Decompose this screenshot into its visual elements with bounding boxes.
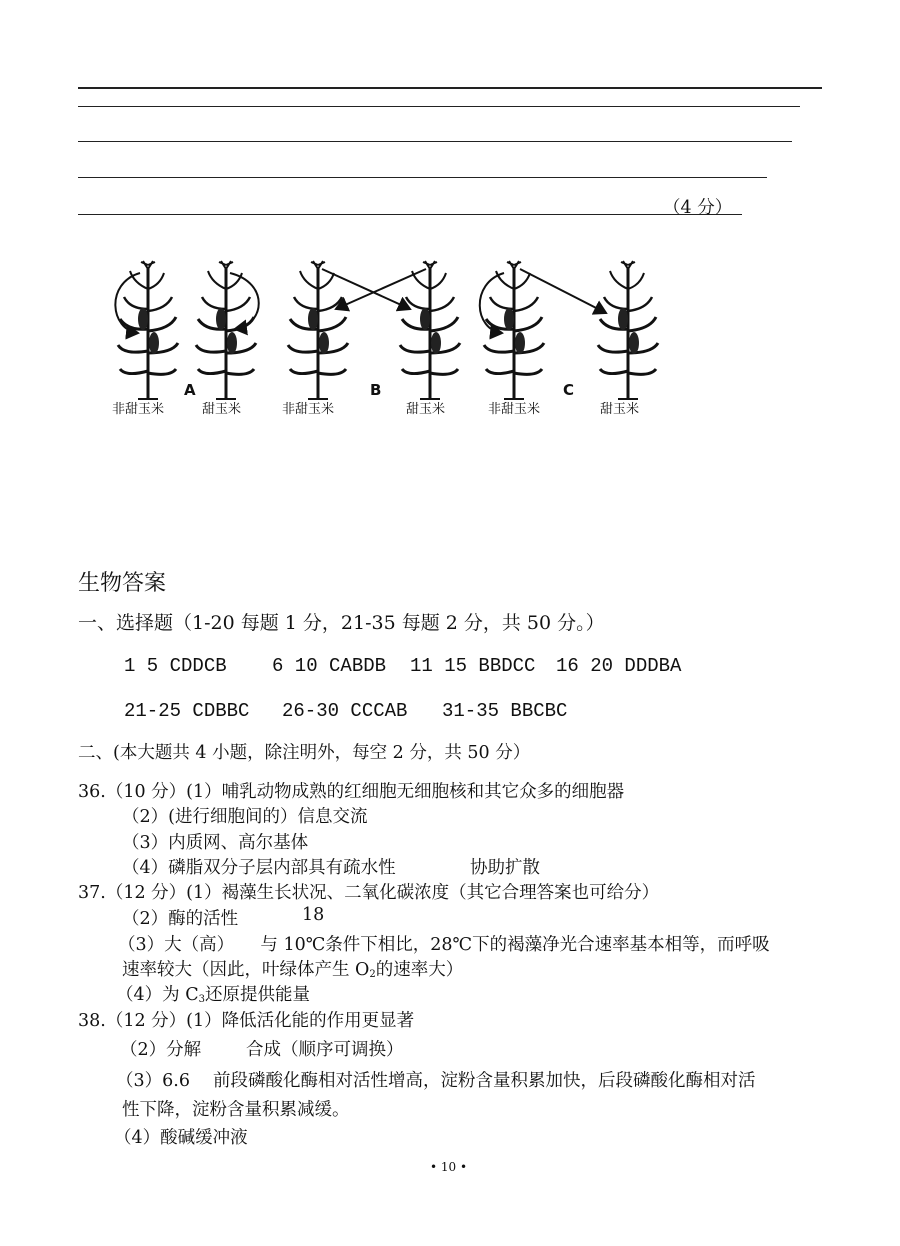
mc-answers-1-5: 1 5 CDDCB bbox=[124, 655, 227, 677]
group-label-a: A bbox=[184, 381, 196, 399]
q36-part2: （2）(进行细胞间的）信息交流 bbox=[122, 807, 368, 827]
answer-line-5 bbox=[78, 214, 742, 215]
q36-part4b: 协助扩散 bbox=[470, 858, 540, 878]
plant-label-6: 甜玉米 bbox=[600, 402, 640, 417]
page-number: • 10 • bbox=[430, 1160, 468, 1174]
q37-part4-text: （4）为 C bbox=[116, 985, 199, 1005]
q36-part4a: （4）磷脂双分子层内部具有疏水性 bbox=[122, 858, 396, 878]
q38-part3-cont: 性下降，淀粉含量积累减缓。 bbox=[122, 1100, 350, 1120]
q38-part3: （3）6.6 前段磷酸化酶相对活性增高，淀粉含量积累加快，后段磷酸化酶相对活 bbox=[116, 1071, 756, 1091]
mc-answers-6-10: 6 10 CABDB bbox=[272, 655, 387, 677]
q37-part4 bbox=[116, 981, 310, 1006]
plant-label-1: 非甜玉米 bbox=[112, 402, 165, 417]
q36-part1: 36.（10 分）(1）哺乳动物成熟的红细胞无细胞核和其它众多的细胞器 bbox=[78, 782, 625, 802]
q37-part3: （3）大（高） 与 10℃条件下相比，28℃下的褐藻净光合速率基本相等，而呼吸 bbox=[118, 935, 770, 955]
q38-part2b: 合成（顺序可调换） bbox=[246, 1040, 404, 1060]
q37-o2-subscript: 2 bbox=[369, 969, 376, 980]
answer-line-2 bbox=[78, 106, 800, 107]
q37-c3-subscript: 3 bbox=[198, 994, 205, 1005]
q37-part3-cont bbox=[122, 956, 463, 981]
corn-plants-illustration bbox=[100, 255, 660, 425]
plant-label-2: 甜玉米 bbox=[202, 402, 242, 417]
mc-answers-11-15: 11 15 BBDCC bbox=[410, 655, 536, 677]
mc-answers-26-30: 26-30 CCCAB bbox=[282, 700, 408, 722]
answer-line-4 bbox=[78, 177, 767, 178]
q37-part2b: 18 bbox=[302, 905, 325, 925]
q37-part1: 37.（12 分）(1）褐藻生长状况、二氧化碳浓度（其它合理答案也可给分） bbox=[78, 883, 660, 903]
q38-part1: 38.（12 分）(1）降低活化能的作用更显著 bbox=[78, 1011, 415, 1031]
q36-part3: （3）内质网、高尔基体 bbox=[122, 833, 309, 853]
group-label-c: C bbox=[563, 381, 575, 399]
answer-line-1 bbox=[78, 87, 822, 89]
q38-part2a: （2）分解 bbox=[120, 1040, 202, 1060]
q38-part4: （4）酸碱缓冲液 bbox=[114, 1128, 248, 1148]
section1-heading: 一、选择题（1-20 每题 1 分，21-35 每题 2 分，共 50 分。） bbox=[78, 612, 605, 634]
q37-part3-text: 速率较大（因此，叶绿体产生 O bbox=[122, 960, 370, 980]
answers-title: 生物答案 bbox=[78, 571, 167, 596]
mc-answers-21-25: 21-25 CDBBC bbox=[124, 700, 250, 722]
plant-label-3: 非甜玉米 bbox=[282, 402, 335, 417]
mc-answers-31-35: 31-35 BBCBC bbox=[442, 700, 568, 722]
q37-part2a: （2）酶的活性 bbox=[122, 909, 239, 929]
plant-label-5: 非甜玉米 bbox=[488, 402, 541, 417]
section2-heading: 二、(本大题共 4 小题，除注明外，每空 2 分，共 50 分） bbox=[78, 743, 531, 763]
q37-part4-text-end: 还原提供能量 bbox=[204, 985, 310, 1005]
answer-line-3 bbox=[78, 141, 792, 142]
score-note: （4 分） bbox=[663, 198, 733, 218]
corn-pollination-figure bbox=[100, 255, 660, 425]
q37-part3-text-end: 的速率大） bbox=[375, 960, 464, 980]
mc-answers-16-20: 16 20 DDDBA bbox=[556, 655, 682, 677]
group-label-b: B bbox=[370, 381, 382, 399]
plant-label-4: 甜玉米 bbox=[406, 402, 446, 417]
